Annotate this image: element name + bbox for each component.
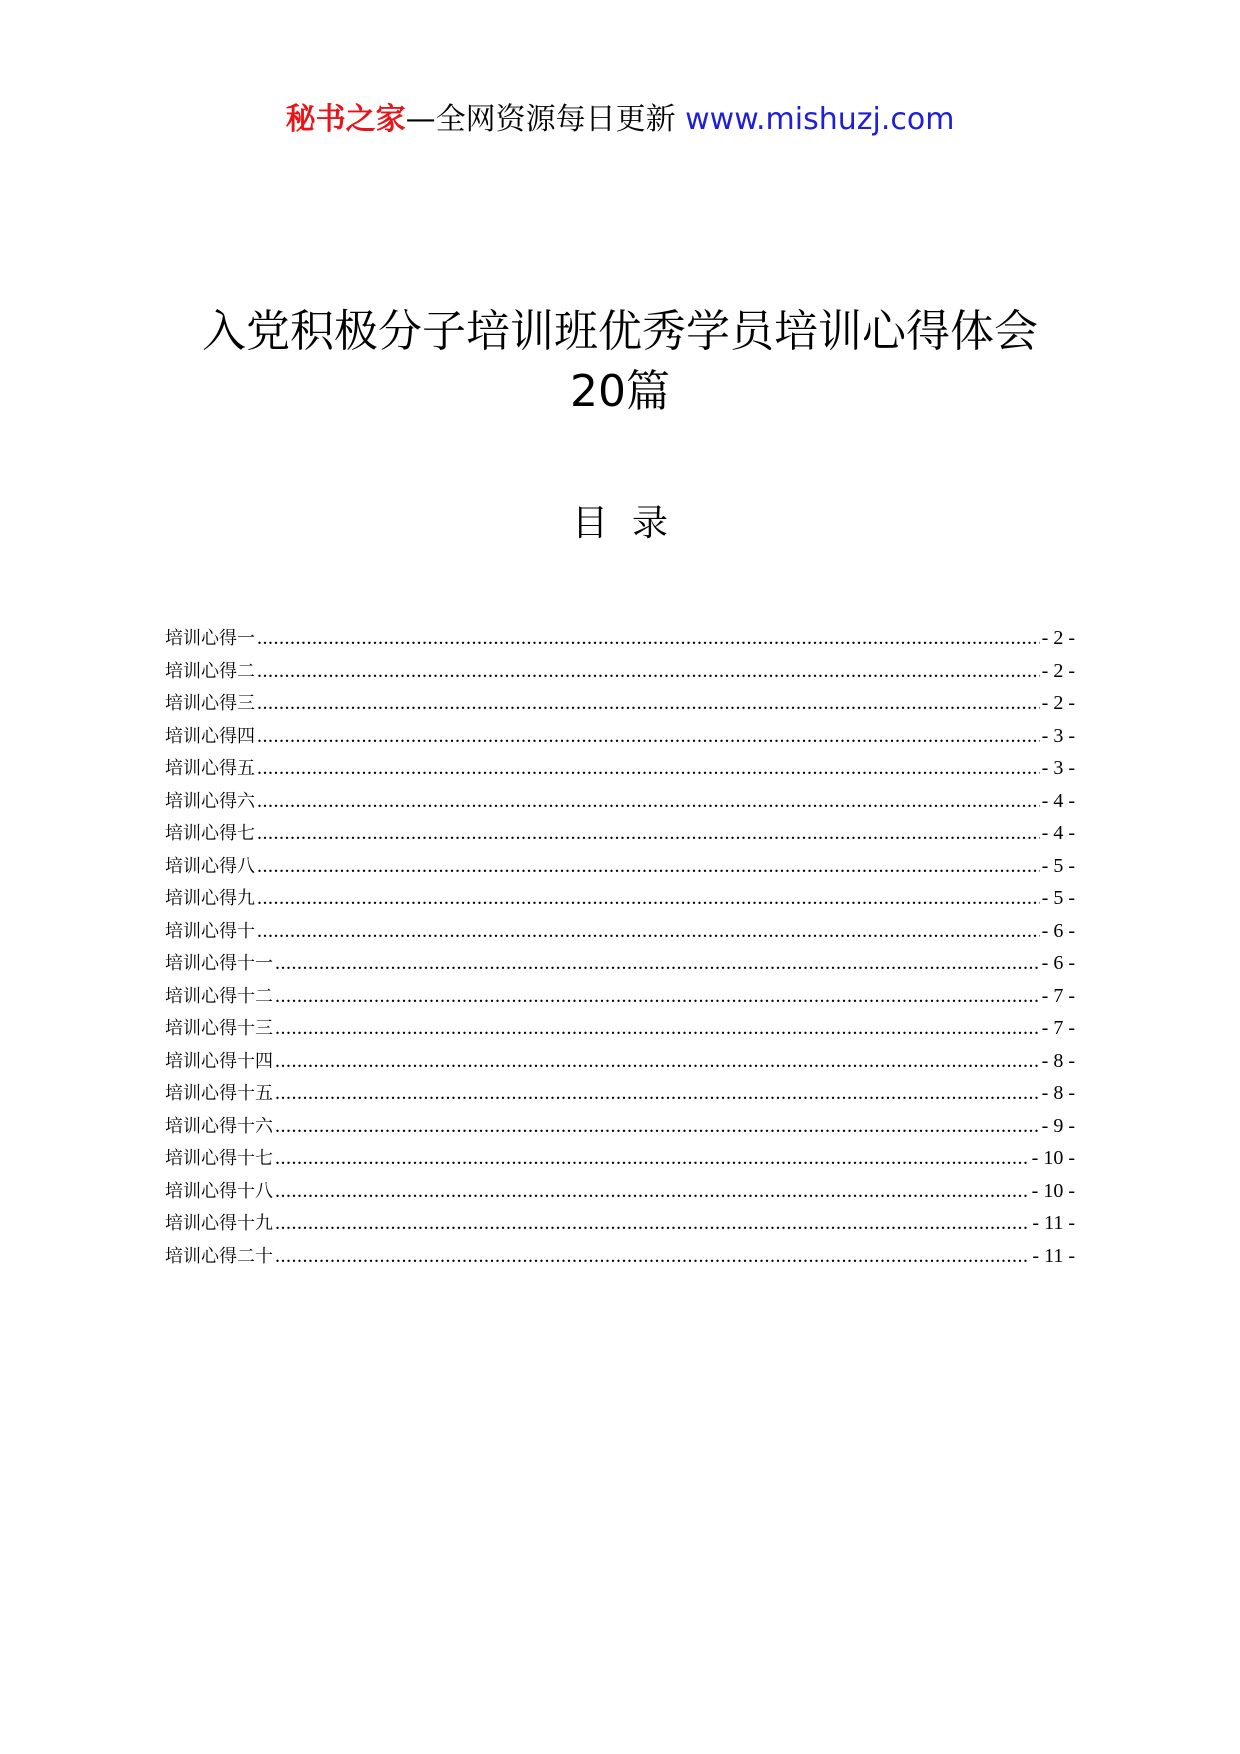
document-title-line-2: 20篇 — [570, 366, 670, 417]
toc-entry-page: - 2 - — [1041, 627, 1075, 649]
toc-entry-label: 培训心得十四 — [165, 1050, 273, 1072]
table-of-contents — [165, 622, 1075, 1272]
toc-entry-page: - 11 - — [1032, 1244, 1075, 1267]
toc-dot-leader — [275, 1175, 1030, 1208]
site-url-link[interactable]: www.mishuzj.com — [685, 102, 955, 137]
toc-entry-page: - 2 - — [1041, 692, 1075, 714]
toc-entry-label: 培训心得一 — [165, 628, 255, 649]
toc-entry-page: - 11 - — [1032, 1212, 1075, 1234]
toc-entry[interactable] — [165, 1207, 1075, 1240]
toc-entry-page: - 9 - — [1041, 1114, 1075, 1137]
toc-entry[interactable] — [165, 655, 1075, 688]
toc-dot-leader — [257, 752, 1040, 785]
toc-entry[interactable] — [165, 1142, 1075, 1175]
toc-entry[interactable] — [165, 1175, 1075, 1208]
toc-entry-page: - 6 - — [1041, 952, 1075, 974]
toc-dot-leader — [275, 1045, 1040, 1078]
toc-entry-label: 培训心得五 — [165, 758, 255, 779]
toc-dot-leader — [257, 720, 1040, 753]
toc-entry-label: 培训心得十三 — [165, 1018, 273, 1039]
toc-entry-label: 培训心得四 — [165, 725, 255, 747]
toc-entry-label: 培训心得九 — [165, 888, 255, 909]
toc-heading: 目录 — [571, 503, 692, 544]
toc-entry-page: - 3 - — [1041, 724, 1075, 747]
toc-entry-page: - 4 - — [1041, 789, 1075, 812]
toc-dot-leader — [257, 915, 1040, 948]
toc-entry[interactable] — [165, 817, 1075, 850]
toc-entry-label: 培训心得二 — [165, 660, 255, 682]
toc-dot-leader — [257, 687, 1040, 720]
toc-dot-leader — [257, 850, 1040, 883]
toc-entry-label: 培训心得六 — [165, 790, 255, 812]
toc-dot-leader — [275, 1240, 1030, 1273]
toc-entry-page: - 6 - — [1041, 919, 1075, 942]
toc-entry-label: 培训心得十二 — [165, 985, 273, 1007]
toc-entry-label: 培训心得十五 — [165, 1083, 273, 1104]
toc-entry-page: - 2 - — [1041, 659, 1075, 682]
toc-entry-label: 培训心得十八 — [165, 1180, 273, 1202]
toc-dot-leader — [257, 817, 1040, 850]
toc-entry-label: 培训心得八 — [165, 855, 255, 877]
toc-entry[interactable] — [165, 785, 1075, 818]
toc-entry-page: - 10 - — [1031, 1179, 1075, 1202]
toc-entry[interactable] — [165, 720, 1075, 753]
toc-entry-page: - 3 - — [1041, 757, 1075, 779]
toc-entry-label: 培训心得十一 — [165, 953, 273, 974]
toc-dot-leader — [275, 1142, 1030, 1175]
toc-entry-page: - 8 - — [1041, 1082, 1075, 1104]
toc-dot-leader — [257, 882, 1040, 915]
toc-entry-label: 培训心得三 — [165, 693, 255, 714]
toc-entry-page: - 10 - — [1031, 1147, 1075, 1169]
document-title-line-1: 入党积极分子培训班优秀学员培训心得体会 — [202, 306, 1038, 357]
toc-entry[interactable] — [165, 1012, 1075, 1045]
toc-entry-label: 培训心得七 — [165, 823, 255, 844]
toc-entry[interactable] — [165, 850, 1075, 883]
toc-entry[interactable] — [165, 1045, 1075, 1078]
toc-dot-leader — [275, 947, 1040, 980]
toc-entry-page: - 7 - — [1041, 984, 1075, 1007]
site-brand: 秘书之家 — [285, 102, 406, 137]
toc-entry-page: - 4 - — [1041, 822, 1075, 844]
toc-entry-label: 培训心得十七 — [165, 1148, 273, 1169]
toc-entry-page: - 7 - — [1041, 1017, 1075, 1039]
toc-entry-label: 培训心得十 — [165, 920, 255, 942]
toc-entry[interactable] — [165, 622, 1075, 655]
toc-dot-leader — [275, 1077, 1040, 1110]
toc-entry-label: 培训心得十六 — [165, 1115, 273, 1137]
toc-entry-page: - 5 - — [1041, 854, 1075, 877]
toc-entry[interactable] — [165, 882, 1075, 915]
toc-dot-leader — [275, 1207, 1030, 1240]
toc-entry-label: 培训心得二十 — [165, 1245, 273, 1267]
toc-dot-leader — [257, 622, 1040, 655]
toc-entry[interactable] — [165, 1077, 1075, 1110]
toc-entry[interactable] — [165, 915, 1075, 948]
toc-dot-leader — [257, 785, 1040, 818]
toc-entry[interactable] — [165, 947, 1075, 980]
toc-entry[interactable] — [165, 1240, 1075, 1273]
document-title — [100, 302, 1140, 422]
toc-dot-leader — [275, 980, 1040, 1013]
toc-dot-leader — [257, 655, 1040, 688]
toc-dot-leader — [275, 1110, 1040, 1143]
toc-entry[interactable] — [165, 687, 1075, 720]
toc-dot-leader — [275, 1012, 1040, 1045]
site-header — [0, 100, 1240, 140]
toc-entry[interactable] — [165, 752, 1075, 785]
toc-entry-page: - 5 - — [1041, 887, 1075, 909]
toc-entry-page: - 8 - — [1041, 1049, 1075, 1072]
toc-entry[interactable] — [165, 1110, 1075, 1143]
toc-entry-label: 培训心得十九 — [165, 1213, 273, 1234]
toc-entry[interactable] — [165, 980, 1075, 1013]
site-slogan: —全网资源每日更新 — [405, 102, 676, 137]
